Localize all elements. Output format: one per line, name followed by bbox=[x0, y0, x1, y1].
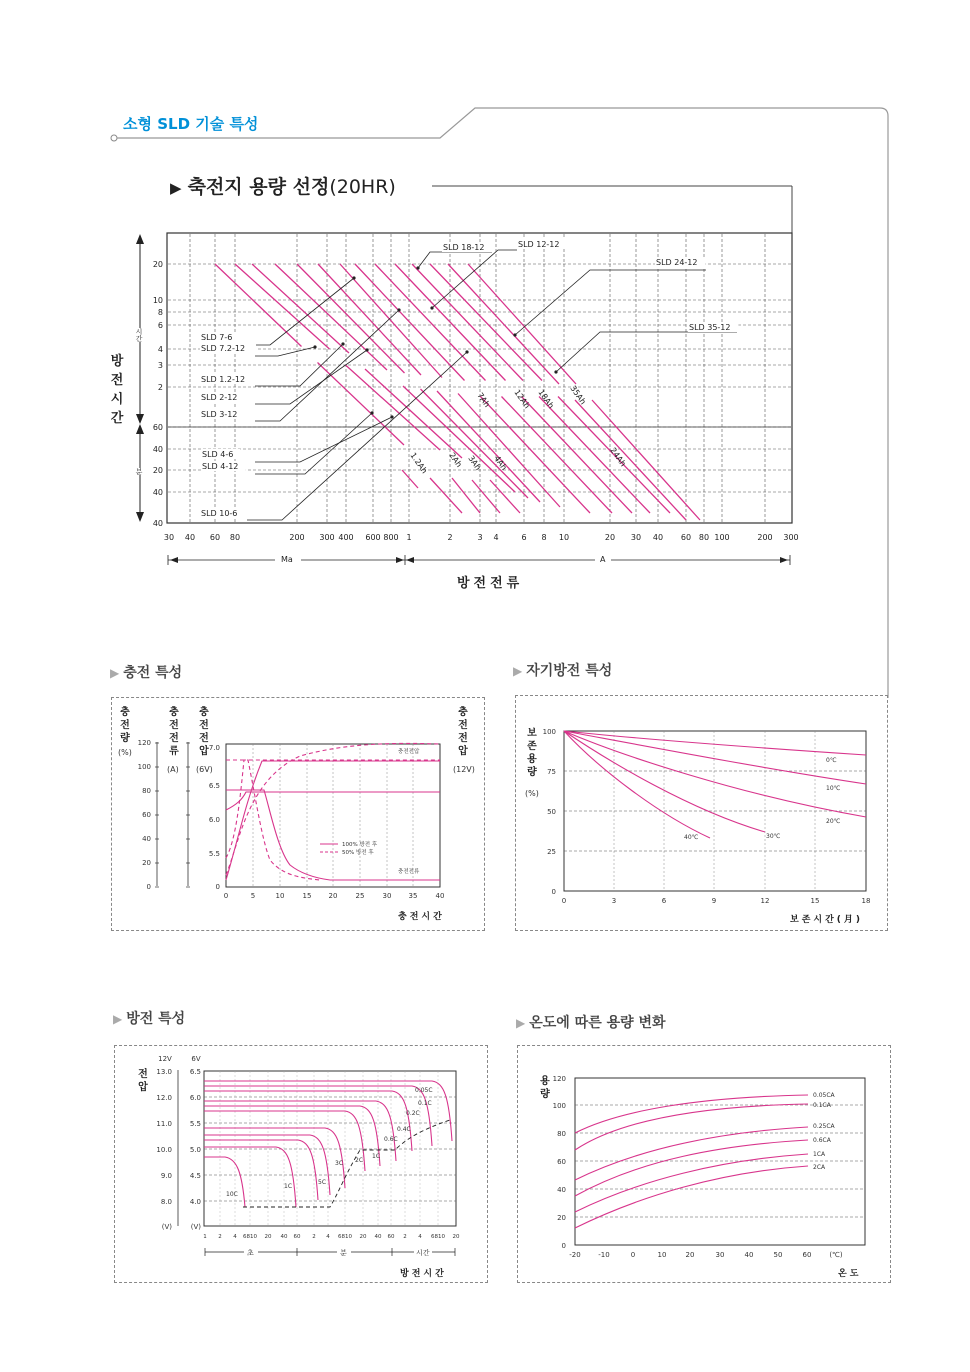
tick-12v: 10.0 bbox=[156, 1146, 172, 1154]
rate-label: 0.05C bbox=[415, 1087, 433, 1094]
x-tick-label: 60 bbox=[802, 1251, 812, 1259]
sel-ylabel-min: 분 bbox=[135, 468, 143, 475]
x-tick-label: 8 bbox=[541, 533, 547, 542]
x-tick-label: 4 bbox=[493, 533, 499, 542]
tick-6v: 5.0 bbox=[189, 1146, 201, 1154]
rate-label: 0.4C bbox=[397, 1126, 411, 1133]
x-tick-label: 400 bbox=[338, 533, 354, 542]
sel-unit-ma: Ma bbox=[281, 555, 293, 564]
x-tick-label: 40 bbox=[652, 533, 664, 542]
amount-tick-label: 120 bbox=[137, 739, 151, 747]
tick-6v: 4.0 bbox=[189, 1198, 201, 1206]
x-tick-label: 30 bbox=[630, 533, 642, 542]
model-label: SLD 1.2-12 bbox=[201, 375, 246, 384]
series-label: 0.05CA bbox=[813, 1092, 835, 1099]
y-tick-label: 120 bbox=[552, 1075, 566, 1083]
x-tick-label: 25 bbox=[355, 892, 365, 900]
series-label: 10℃ bbox=[826, 785, 841, 792]
model-label: SLD 7-6 bbox=[201, 333, 233, 342]
amount-tick-label: 0 bbox=[146, 883, 151, 891]
legend-50: 50% 방전 후 bbox=[342, 850, 374, 856]
tick-6v: 6.5 bbox=[189, 1068, 201, 1076]
amount-tick-label: 40 bbox=[142, 835, 151, 843]
x-tick-label: 2 bbox=[218, 1234, 222, 1240]
tick-12v: 11.0 bbox=[156, 1120, 172, 1128]
y-tick-label: 6 bbox=[157, 321, 163, 330]
x-tick-label: 1 bbox=[203, 1234, 207, 1240]
y-tick-label: 20 bbox=[557, 1214, 566, 1222]
temp-ylabel: 용 량 bbox=[540, 1076, 550, 1100]
x-tick-label: 800 bbox=[383, 533, 399, 542]
rate-label: 5C bbox=[318, 1179, 327, 1186]
capacity-curve bbox=[575, 1154, 808, 1212]
temperature-title-text: 온도에 따른 용량 변화 bbox=[529, 1015, 666, 1031]
x-tick-label: (℃) bbox=[829, 1251, 843, 1259]
rate-label: 0.6C bbox=[384, 1136, 398, 1143]
tick-12v: 12.0 bbox=[156, 1094, 172, 1102]
discharge-title-text: 방전 특성 bbox=[126, 1011, 186, 1027]
x-tick-label: 35 bbox=[408, 892, 418, 900]
sel-unit-a: A bbox=[600, 555, 606, 564]
model-label: SLD 18-12 bbox=[443, 243, 485, 252]
x-tick-label: 0 bbox=[630, 1251, 636, 1259]
x-tick-label: 50 bbox=[773, 1251, 783, 1259]
x-tick-label: 3 bbox=[477, 533, 483, 542]
col-12v: 12V bbox=[158, 1055, 172, 1063]
dc-seg-min: 분 bbox=[340, 1249, 347, 1257]
y-tick-label: 75 bbox=[547, 768, 556, 776]
x-tick-label: 1 bbox=[406, 533, 412, 542]
y-tick-label: 8 bbox=[157, 308, 163, 317]
y-tick-label: 4 bbox=[157, 345, 163, 354]
tick-6v: 4.5 bbox=[189, 1172, 201, 1180]
amount-tick-label: 100 bbox=[137, 763, 151, 771]
y-tick-label: 25 bbox=[547, 848, 556, 856]
capacity-curve bbox=[575, 1140, 808, 1196]
y-tick-label: 10 bbox=[152, 296, 163, 305]
rate-label: 0.1C bbox=[418, 1100, 432, 1107]
charge-title-text: 충전 특성 bbox=[123, 665, 183, 681]
amount-tick-label: 60 bbox=[142, 811, 151, 819]
x-tick-label: 6810 bbox=[243, 1234, 257, 1240]
x-tick-label: 300 bbox=[783, 533, 799, 542]
triangle-icon: ▶ bbox=[110, 666, 120, 680]
sel-xlabel: 방전전류 bbox=[457, 576, 524, 591]
capacity-label: 4Ah bbox=[492, 453, 509, 472]
y-tick-label: 20 bbox=[152, 466, 163, 475]
x-tick-label: 60 bbox=[387, 1234, 395, 1240]
x-tick-label: 80 bbox=[229, 533, 241, 542]
x-tick-label: 40 bbox=[744, 1251, 754, 1259]
selection-title-suffix: (20HR) bbox=[329, 176, 396, 198]
x-tick-label: 4 bbox=[418, 1234, 422, 1240]
x-tick-label: 40 bbox=[280, 1234, 288, 1240]
dc-seg-sec: 초 bbox=[247, 1249, 254, 1257]
y-tick-label: 20 bbox=[152, 260, 163, 269]
x-tick-label: 0 bbox=[223, 892, 229, 900]
model-label: SLD 4-12 bbox=[202, 462, 239, 471]
x-tick-label: 0 bbox=[561, 897, 567, 905]
rate-label: 10C bbox=[226, 1191, 238, 1198]
y-tick-label: 60 bbox=[557, 1158, 566, 1166]
x-tick-label: 40 bbox=[435, 892, 445, 900]
col-6v: 6V bbox=[191, 1055, 201, 1063]
x-tick-label: -20 bbox=[569, 1251, 581, 1259]
series-label: 40℃ bbox=[684, 834, 699, 841]
curve-label-voltage: 충전전압 bbox=[398, 749, 420, 755]
self-discharge-title-text: 자기방전 특성 bbox=[526, 663, 613, 679]
x-tick-label: 60 bbox=[680, 533, 692, 542]
tick-6v: (V) bbox=[190, 1223, 201, 1231]
capacity-label: 1.2Ah bbox=[408, 450, 430, 476]
series-label: 20℃ bbox=[826, 818, 841, 825]
tick-12v: 13.0 bbox=[156, 1068, 172, 1076]
dc-xlabel: 방전시간 bbox=[400, 1269, 447, 1279]
header-title: 소형 SLD 기술 특성 bbox=[123, 115, 259, 133]
model-label: SLD 24-12 bbox=[656, 258, 698, 267]
rate-label: 2C bbox=[355, 1157, 364, 1164]
x-tick-label: 30 bbox=[715, 1251, 725, 1259]
y-tick-label: 40 bbox=[152, 519, 163, 528]
x-tick-label: 20 bbox=[328, 892, 338, 900]
charge-voltage12-unit: (12V) bbox=[453, 765, 475, 774]
voltage-tick-label: 6.5 bbox=[208, 782, 220, 790]
series-label: 2CA bbox=[813, 1164, 826, 1171]
triangle-icon: ▶ bbox=[513, 664, 523, 678]
sd-ylabel: 보 존 용 량 bbox=[527, 728, 537, 778]
model-label: SLD 4-6 bbox=[202, 450, 234, 459]
series-label: 0.6CA bbox=[813, 1137, 831, 1144]
x-tick-label: 6810 bbox=[431, 1234, 445, 1240]
charge-label-amount: 충 전 량 bbox=[120, 707, 130, 744]
voltage-tick-label: 6.0 bbox=[208, 816, 220, 824]
dc-seg-hour: 시간 bbox=[416, 1249, 430, 1257]
amount-tick-label: 80 bbox=[142, 787, 151, 795]
x-tick-label: 20 bbox=[359, 1234, 367, 1240]
model-label: SLD 10-6 bbox=[201, 509, 238, 518]
sd-xlabel: 보존시간(月) bbox=[790, 915, 864, 925]
charge-amount-unit: (%) bbox=[118, 748, 132, 757]
x-tick-label: 30 bbox=[382, 892, 392, 900]
x-tick-label: 300 bbox=[319, 533, 335, 542]
capacity-label: 24Ah bbox=[608, 445, 628, 469]
x-tick-label: 4 bbox=[233, 1234, 237, 1240]
x-tick-label: 6810 bbox=[338, 1234, 352, 1240]
x-tick-label: 600 bbox=[365, 533, 381, 542]
dc-ylabel: 전 압 bbox=[138, 1069, 148, 1093]
amount-tick-label: 20 bbox=[142, 859, 151, 867]
x-tick-label: 4 bbox=[326, 1234, 330, 1240]
voltage-tick-label: 5.5 bbox=[208, 850, 220, 858]
y-tick-label: 0 bbox=[561, 1242, 566, 1250]
x-tick-label: 200 bbox=[757, 533, 773, 542]
model-label: SLD 2-12 bbox=[201, 393, 238, 402]
series-label: 1CA bbox=[813, 1151, 826, 1158]
y-tick-label: 40 bbox=[152, 488, 163, 497]
voltage-tick-label: 7.0 bbox=[208, 744, 220, 752]
model-label: SLD 35-12 bbox=[689, 323, 731, 332]
charge-current-unit: (A) bbox=[167, 765, 179, 774]
x-tick-label: 20 bbox=[264, 1234, 272, 1240]
sd-ylabel-unit: (%) bbox=[525, 789, 539, 798]
x-tick-label: 15 bbox=[302, 892, 312, 900]
charge-label-voltage6: 충 전 전 압 bbox=[199, 707, 209, 757]
y-tick-label: 2 bbox=[157, 383, 163, 392]
rate-label: 0.2C bbox=[406, 1110, 420, 1117]
x-tick-label: 40 bbox=[374, 1234, 382, 1240]
x-tick-label: 100 bbox=[714, 533, 730, 542]
charge-label-current: 충 전 전 류 bbox=[169, 707, 179, 757]
rate-label: 1C bbox=[372, 1153, 381, 1160]
y-tick-label: 60 bbox=[152, 423, 163, 432]
tick-12v: 9.0 bbox=[160, 1172, 172, 1180]
x-tick-label: 10 bbox=[275, 892, 285, 900]
capacity-label: 35Ah bbox=[568, 383, 588, 407]
x-tick-label: 15 bbox=[810, 897, 820, 905]
triangle-icon: ▶ bbox=[516, 1016, 526, 1030]
tick-6v: 6.0 bbox=[189, 1094, 201, 1102]
legend-100: 100% 방전 후 bbox=[342, 842, 378, 848]
capacity-label: 12Ah bbox=[512, 387, 532, 411]
x-tick-label: 5 bbox=[250, 892, 256, 900]
y-tick-label: 100 bbox=[552, 1102, 566, 1110]
x-tick-label: 2 bbox=[312, 1234, 316, 1240]
x-tick-label: 10 bbox=[558, 533, 570, 542]
model-label: SLD 3-12 bbox=[201, 410, 238, 419]
capacity-label: 7Ah bbox=[475, 390, 492, 409]
x-tick-label: 9 bbox=[711, 897, 717, 905]
sel-ylabel: 방 전 시 간 bbox=[110, 354, 124, 426]
x-tick-label: 6 bbox=[521, 533, 527, 542]
x-tick-label: 40 bbox=[184, 533, 196, 542]
series-label: 0.25CA bbox=[813, 1123, 835, 1130]
tick-6v: 5.5 bbox=[189, 1120, 201, 1128]
charge-voltage6-unit: (6V) bbox=[196, 765, 213, 774]
x-tick-label: 12 bbox=[760, 897, 770, 905]
x-tick-label: 20 bbox=[685, 1251, 695, 1259]
y-tick-label: 40 bbox=[557, 1186, 566, 1194]
capacity-label: 18Ah bbox=[536, 387, 556, 411]
model-label: SLD 7.2-12 bbox=[201, 344, 246, 353]
voltage-tick-label: 0 bbox=[215, 883, 220, 891]
temp-xlabel: 온도 bbox=[838, 1269, 862, 1279]
x-tick-label: 60 bbox=[293, 1234, 301, 1240]
capacity-label: 3Ah bbox=[466, 453, 483, 472]
x-tick-label: -10 bbox=[598, 1251, 610, 1259]
curve-label-current: 충전전류 bbox=[398, 869, 420, 875]
y-tick-label: 80 bbox=[557, 1130, 566, 1138]
play-icon: ▶ bbox=[170, 179, 182, 197]
x-tick-label: 10 bbox=[657, 1251, 667, 1259]
rate-label: 1C bbox=[284, 1183, 293, 1190]
capacity-curve bbox=[575, 1095, 808, 1133]
series-label: 0.1CA bbox=[813, 1102, 831, 1109]
x-tick-label: 3 bbox=[611, 897, 617, 905]
y-tick-label: 100 bbox=[542, 728, 556, 736]
series-label: 30℃ bbox=[766, 833, 781, 840]
x-tick-label: 60 bbox=[209, 533, 221, 542]
rate-label: 3C bbox=[335, 1160, 344, 1167]
selection-title-bold: 축전지 용량 선정 bbox=[187, 176, 330, 198]
x-tick-label: 2 bbox=[403, 1234, 407, 1240]
capacity-curve bbox=[575, 1127, 808, 1180]
x-tick-label: 30 bbox=[163, 533, 175, 542]
x-tick-label: 80 bbox=[698, 533, 710, 542]
x-tick-label: 20 bbox=[452, 1234, 460, 1240]
y-tick-label: 50 bbox=[547, 808, 556, 816]
x-tick-label: 18 bbox=[861, 897, 871, 905]
x-tick-label: 6 bbox=[661, 897, 667, 905]
triangle-icon: ▶ bbox=[113, 1012, 123, 1026]
sel-ylabel-hour: 시간 bbox=[135, 328, 143, 342]
y-tick-label: 0 bbox=[551, 888, 556, 896]
tick-12v: 8.0 bbox=[160, 1198, 172, 1206]
x-tick-label: 20 bbox=[604, 533, 616, 542]
series-label: 0℃ bbox=[826, 757, 837, 764]
charge-label-voltage12: 충 전 전 압 bbox=[458, 707, 468, 757]
tick-12v: (V) bbox=[161, 1223, 172, 1231]
model-label: SLD 12-12 bbox=[518, 240, 560, 249]
y-tick-label: 40 bbox=[152, 445, 163, 454]
x-tick-label: 2 bbox=[447, 533, 453, 542]
x-tick-label: 200 bbox=[289, 533, 305, 542]
charge-xlabel: 충전시간 bbox=[398, 912, 445, 922]
y-tick-label: 3 bbox=[157, 361, 163, 370]
capacity-label: 2Ah bbox=[447, 450, 464, 469]
